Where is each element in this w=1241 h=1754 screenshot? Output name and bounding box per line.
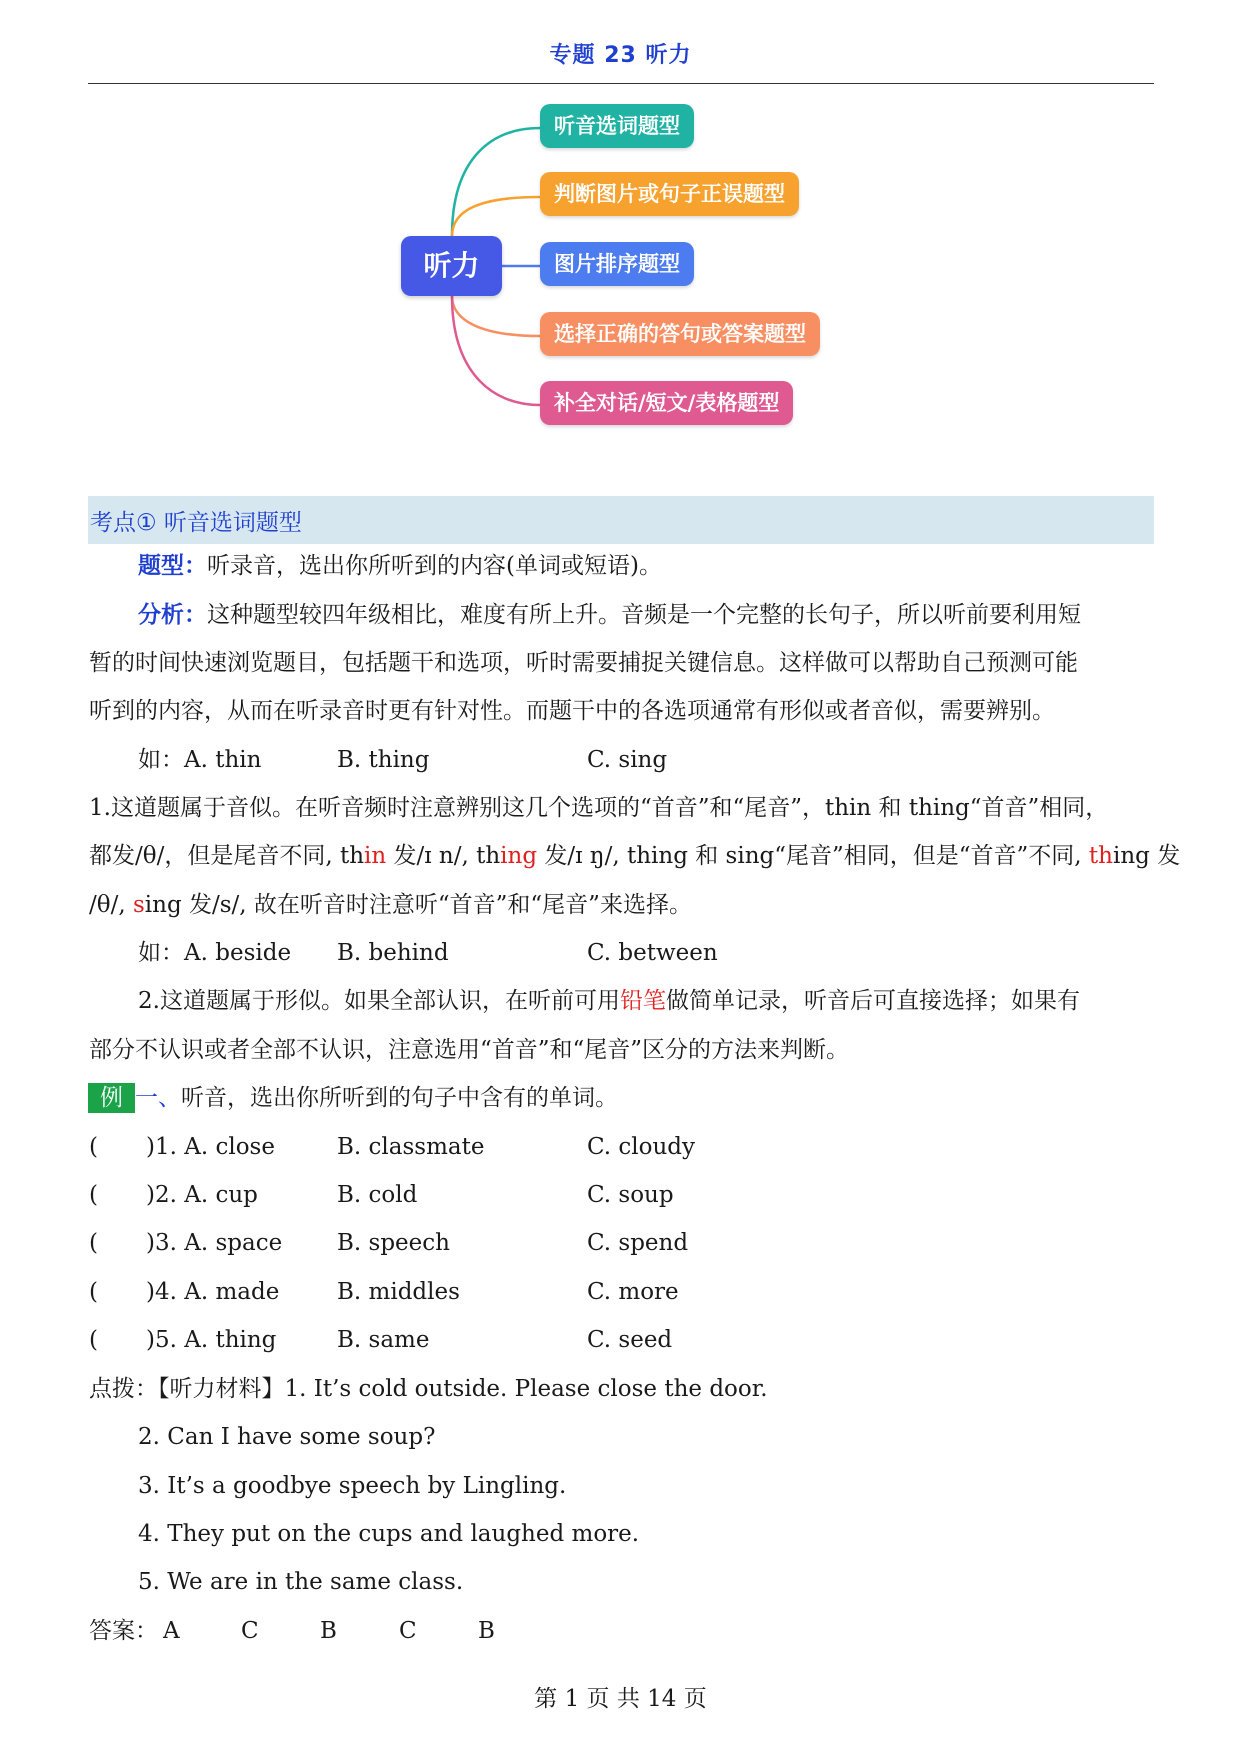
example1-prefix: 如：A. thin xyxy=(138,747,262,773)
answer-4: C xyxy=(399,1618,417,1644)
tips-line-1 xyxy=(89,1374,768,1404)
tips-label: 点拨：【听力材料】 xyxy=(89,1376,285,1402)
q2-paren[interactable]: ( xyxy=(89,1182,98,1208)
page-footer: 第 1 页 共 14 页 xyxy=(534,1686,707,1712)
q4-option-c: C. more xyxy=(587,1279,679,1305)
q4-option-b: B. middles xyxy=(337,1279,460,1305)
tips-sentence-4: 4. They put on the cups and laughed more. xyxy=(138,1521,640,1547)
example-badge: 例 xyxy=(88,1083,135,1113)
mindmap-root: 听力 xyxy=(401,236,502,296)
type-label: 题型： xyxy=(138,553,207,579)
q1-option-b: B. classmate xyxy=(337,1134,485,1160)
type-text: 听录音，选出你所听到的内容(单词或短语)。 xyxy=(207,553,662,579)
answer-3: B xyxy=(320,1618,337,1644)
mindmap-branch-3: 图片排序题型 xyxy=(540,242,694,286)
q2-option-a: )2. A. cup xyxy=(146,1182,258,1208)
example1-option-b: B. thing xyxy=(337,747,430,773)
type-line xyxy=(138,551,662,581)
example2-option-c: C. between xyxy=(587,940,718,966)
tips-sentence-5: 5. We are in the same class. xyxy=(138,1569,464,1595)
example1-option-c: C. sing xyxy=(587,747,668,773)
analysis-line-3: 听到的内容，从而在听录音时更有针对性。而题干中的各选项通常有形似或者音似，需要辨别。 xyxy=(89,698,1055,724)
explain1-line-2: 都发/θ/，但是尾音不同, thin 发/ɪ n/, thing 发/ɪ ŋ/, thing 和 sing“尾音”相同，但是“首音”不同, thing 发 xyxy=(89,843,1181,869)
explain2-line-2: 部分不认识或者全部不认识，注意选用“首音”和“尾音”区分的方法来判断。 xyxy=(89,1037,850,1063)
explain1-line-3: /θ/, sing 发/s/, 故在听音时注意听“首音”和“尾音”来选择。 xyxy=(89,892,692,918)
q5-paren[interactable]: ( xyxy=(89,1327,98,1353)
q5-option-a: )5. A. thing xyxy=(146,1327,277,1353)
answers-label: 答案： xyxy=(89,1618,158,1644)
connector-orange xyxy=(452,197,540,236)
mindmap-branch-1: 听音选词题型 xyxy=(540,104,694,148)
q4-option-a: )4. A. made xyxy=(146,1279,280,1305)
example2-prefix: 如：A. beside xyxy=(138,940,292,966)
example2-option-b: B. behind xyxy=(337,940,449,966)
explain1-line-1: 1.这道题属于音似。在听音频时注意辨别这几个选项的“首音”和“尾音”，thin 和 thing“首音”相同， xyxy=(89,795,1109,821)
tips-sentence-3: 3. It’s a goodbye speech by Lingling. xyxy=(138,1473,567,1499)
analysis-label: 分析： xyxy=(138,602,207,628)
answer-1: A xyxy=(163,1618,180,1644)
section-heading: 考点① 听音选词题型 xyxy=(90,510,302,536)
q3-paren[interactable]: ( xyxy=(89,1230,98,1256)
q5-option-b: B. same xyxy=(337,1327,430,1353)
connector-teal xyxy=(452,128,540,236)
q5-option-c: C. seed xyxy=(587,1327,673,1353)
q3-option-b: B. speech xyxy=(337,1230,450,1256)
q1-option-c: C. cloudy xyxy=(587,1134,696,1160)
answer-2: C xyxy=(241,1618,259,1644)
q4-paren[interactable]: ( xyxy=(89,1279,98,1305)
mindmap-branch-5: 补全对话/短文/表格题型 xyxy=(540,381,793,425)
tips-sentence-1: 1. It’s cold outside. Please close the door. xyxy=(284,1376,768,1402)
q3-option-a: )3. A. space xyxy=(146,1230,283,1256)
q3-option-c: C. spend xyxy=(587,1230,689,1256)
answer-5: B xyxy=(478,1618,495,1644)
analysis-line-1 xyxy=(138,600,1081,630)
mindmap-branch-4: 选择正确的答句或答案题型 xyxy=(540,312,820,356)
q2-option-b: B. cold xyxy=(337,1182,418,1208)
explain2-line-1: 2.这道题属于形似。如果全部认识，在听前可用铅笔做简单记录，听音后可直接选择；如果有 xyxy=(138,988,1080,1014)
tips-sentence-2: 2. Can I have some soup? xyxy=(138,1424,436,1450)
connector-salmon xyxy=(452,296,540,336)
analysis-text-1: 这种题型较四年级相比，难度有所上升。音频是一个完整的长句子，所以听前要利用短 xyxy=(207,602,1081,628)
analysis-line-2: 暂的时间快速浏览题目，包括题干和选项，听时需要捕捉关键信息。这样做可以帮助自己预测可能 xyxy=(89,650,1078,676)
q1-paren[interactable]: ( xyxy=(89,1134,98,1160)
connector-pink xyxy=(452,296,540,405)
q2-option-c: C. soup xyxy=(587,1182,674,1208)
page-title: 专题 23 听力 xyxy=(549,43,692,68)
exercise-instruction: 例 一、听音，选出你所听到的句子中含有的单词。 xyxy=(88,1083,618,1113)
q1-option-a: )1. A. close xyxy=(146,1134,275,1160)
mindmap-branch-2: 判断图片或句子正误题型 xyxy=(540,172,799,216)
